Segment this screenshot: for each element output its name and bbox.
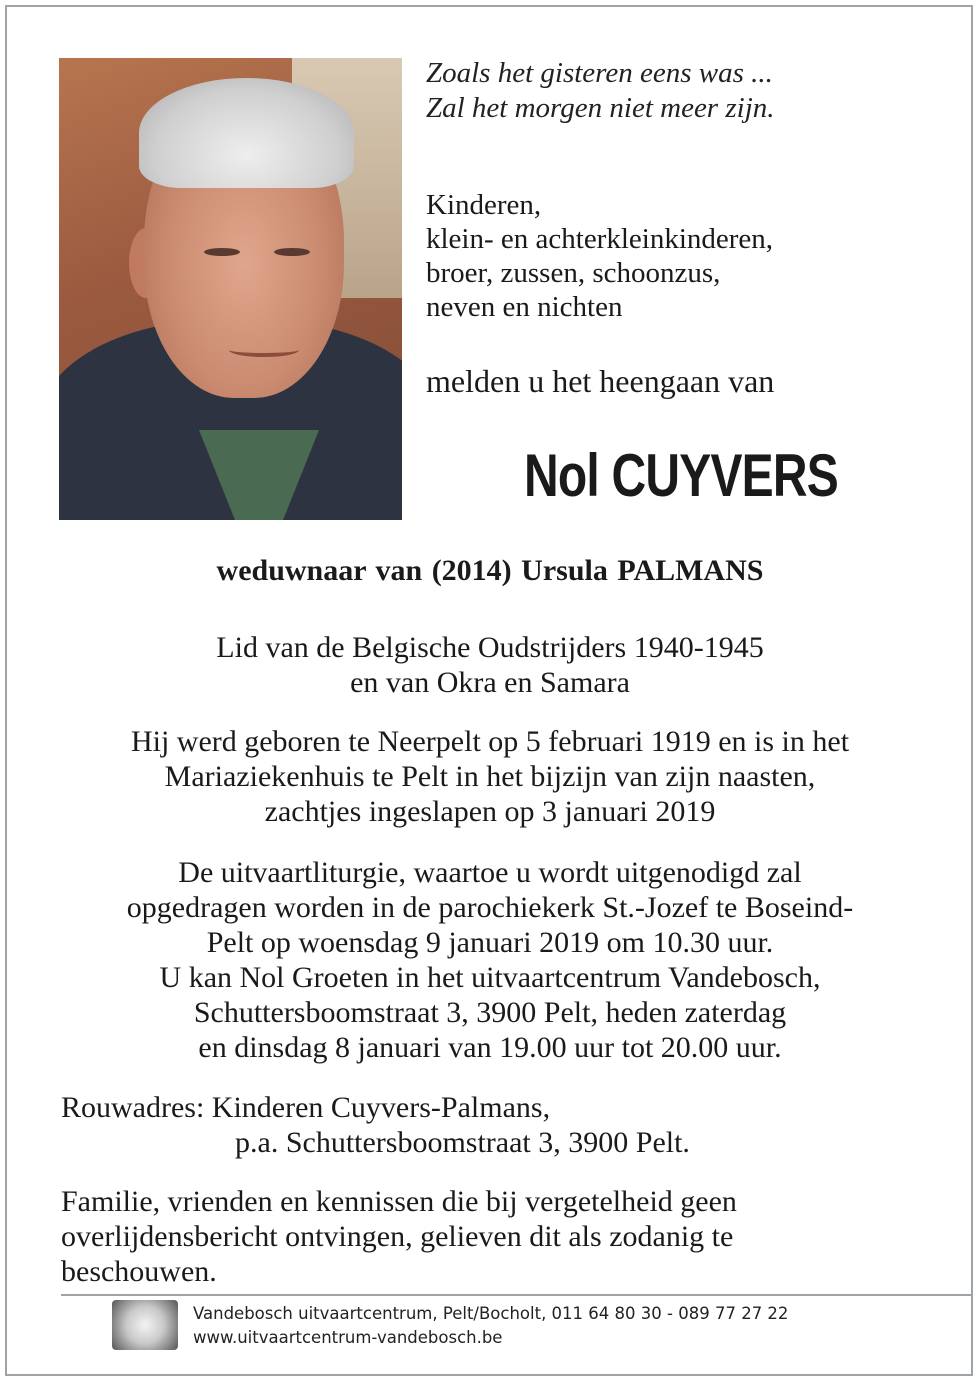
text-line: De uitvaartliturgie, waartoe u wordt uitgenodigd zal — [178, 856, 802, 889]
funeral-home-footer — [193, 1302, 788, 1350]
text-line: Familie, vrienden en kennissen die bij vergetelheid geen — [61, 1185, 737, 1218]
deceased-name: Nol CUYVERS — [524, 442, 838, 509]
text-line: opgedragen worden in de parochiekerk St.-Jozef te Boseind- — [126, 891, 854, 924]
announcement-line: melden u het heengaan van — [426, 363, 775, 399]
closing-note — [61, 1184, 911, 1289]
text-line: en van Okra en Samara — [350, 666, 630, 699]
birth-death-block — [0, 724, 980, 829]
text-line: Hij werd geboren te Neerpelt op 5 februari 1919 en is in het — [130, 725, 850, 758]
footer-contact: Vandebosch uitvaartcentrum, Pelt/Bocholt, 011 64 80 30 - 089 77 27 22 — [193, 1304, 789, 1323]
relatives-line: Kinderen, — [426, 189, 542, 221]
mourning-address — [61, 1090, 690, 1160]
text-line: beschouwen. — [61, 1255, 217, 1288]
portrait-photo — [59, 58, 402, 520]
text-line: en dinsdag 8 januari van 19.00 uur tot 20.00 uur. — [198, 1031, 782, 1064]
relatives-line: neven en nichten — [426, 291, 623, 323]
quote-line: Zal het morgen niet meer zijn. — [426, 92, 775, 124]
text-line: U kan Nol Groeten in het uitvaartcentrum Vandebosch, — [159, 961, 821, 994]
membership-block — [0, 630, 980, 700]
rose-logo-icon — [112, 1300, 178, 1350]
widower-line: weduwnaar van (2014) Ursula PALMANS — [216, 554, 764, 587]
footer-website-link[interactable]: www.uitvaartcentrum-vandebosch.be — [193, 1328, 503, 1347]
relatives-list — [426, 188, 773, 324]
text-line: overlijdensbericht ontvingen, gelieven dit als zodanig te — [61, 1220, 734, 1253]
text-line: zachtjes ingeslapen op 3 januari 2019 — [264, 795, 716, 828]
quote-line: Zoals het gisteren eens was ... — [426, 57, 773, 89]
relatives-line: broer, zussen, schoonzus, — [426, 257, 721, 289]
memorial-quote — [426, 56, 775, 126]
text-line: Mariaziekenhuis te Pelt in het bijzijn van zijn naasten, — [164, 760, 816, 793]
footer-divider — [61, 1294, 973, 1296]
text-line: Schuttersboomstraat 3, 3900 Pelt, heden zaterdag — [193, 996, 787, 1029]
text-line: Pelt op woensdag 9 januari 2019 om 10.30 uur. — [206, 926, 774, 959]
address-line: p.a. Schuttersboomstraat 3, 3900 Pelt. — [235, 1126, 690, 1159]
relatives-line: klein- en achterkleinkinderen, — [426, 223, 774, 255]
address-line: Rouwadres: Kinderen Cuyvers-Palmans, — [61, 1091, 551, 1124]
ceremony-block — [0, 855, 980, 1065]
text-line: Lid van de Belgische Oudstrijders 1940-1945 — [216, 631, 764, 664]
